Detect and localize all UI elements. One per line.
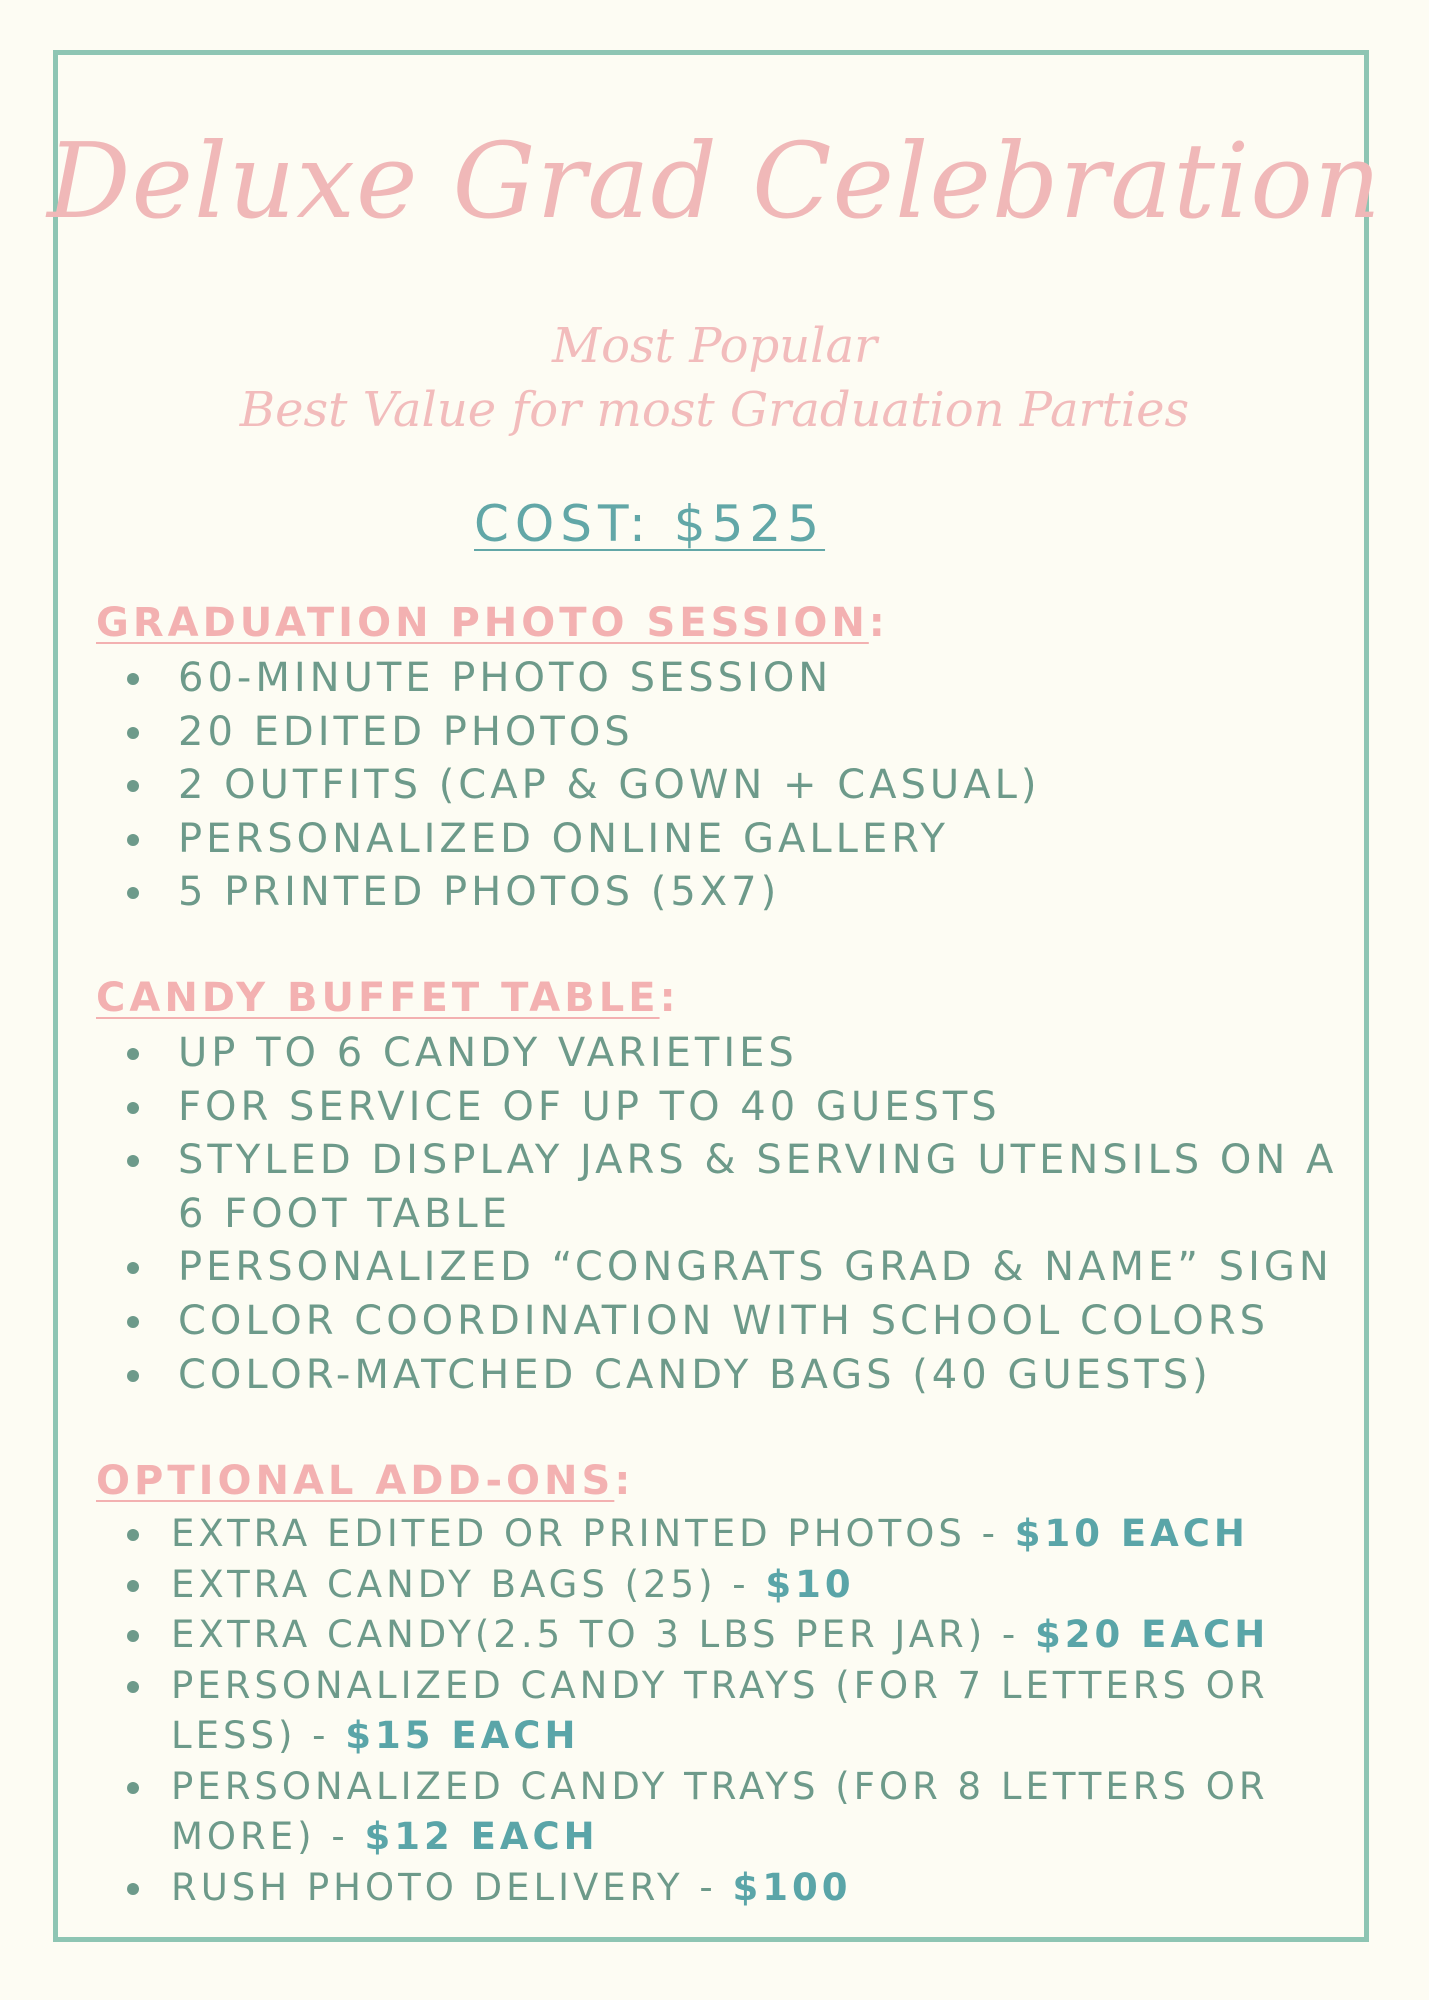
list-item: UP TO 6 CANDY VARIETIES [178,1027,1337,1081]
section-heading-photo-session: GRADUATION PHOTO SESSION: [96,600,889,646]
page-title: Deluxe Grad Celebration [47,120,1382,242]
price-label: $100 [732,1865,852,1909]
list-item: PERSONALIZED ONLINE GALLERY [178,813,1040,867]
cost-label: COST: $525 [474,495,826,553]
list-item: PERSONALIZED “CONGRATS GRAD & NAME” SIGN [178,1241,1337,1295]
list-item: COLOR COORDINATION WITH SCHOOL COLORS [178,1295,1337,1349]
list-item: STYLED DISPLAY JARS & SERVING UTENSILS ON A 6 FOOT TABLE [178,1134,1337,1241]
list-item: PERSONALIZED CANDY TRAYS (FOR 8 LETTERS OR MORE) - $12 EACH [171,1762,1269,1863]
subtitle-most-popular: Most Popular [551,318,878,374]
list-item: COLOR-MATCHED CANDY BAGS (40 GUESTS) [178,1349,1337,1403]
list-item: RUSH PHOTO DELIVERY - $100 [171,1863,1269,1914]
list-item: EXTRA CANDY(2.5 TO 3 LBS PER JAR) - $20 EACH [171,1610,1269,1661]
price-label: $12 EACH [364,1815,599,1858]
photo-session-list [178,652,1040,920]
list-item: 60-MINUTE PHOTO SESSION [178,652,1040,706]
section-heading-candy-buffet: CANDY BUFFET TABLE: [96,975,680,1021]
list-item: PERSONALIZED CANDY TRAYS (FOR 7 LETTERS OR LESS) - $15 EACH [171,1661,1269,1762]
list-item: EXTRA CANDY BAGS (25) - $10 [171,1560,1269,1611]
list-item: 5 PRINTED PHOTOS (5X7) [178,866,1040,920]
subtitle-best-value: Best Value for most Graduation Parties [239,382,1190,438]
price-label: $20 EACH [1035,1613,1270,1656]
list-item: 2 OUTFITS (CAP & GOWN + CASUAL) [178,759,1040,813]
section-heading-add-ons: OPTIONAL ADD-ONS: [96,1458,635,1504]
price-label: $15 EACH [345,1714,580,1757]
candy-buffet-list [178,1027,1337,1402]
list-item: FOR SERVICE OF UP TO 40 GUESTS [178,1081,1337,1135]
price-label: $10 [765,1562,855,1606]
price-label: $10 EACH [1014,1512,1249,1555]
list-item: EXTRA EDITED OR PRINTED PHOTOS - $10 EACH [171,1509,1269,1560]
add-ons-list [171,1509,1269,1913]
list-item: 20 EDITED PHOTOS [178,706,1040,760]
